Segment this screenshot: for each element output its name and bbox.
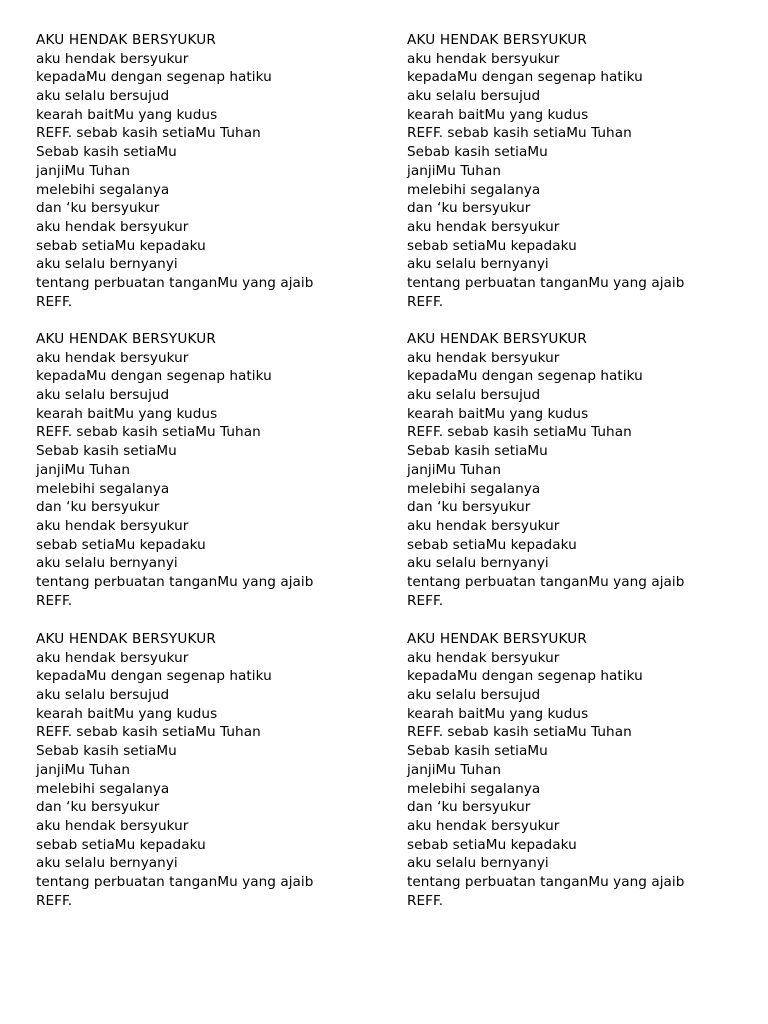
lyrics-line: sebab setiaMu kepadaku: [407, 536, 577, 553]
lyrics-line: dan ‘ku bersyukur: [36, 499, 160, 516]
lyrics-line: kepadaMu dengan segenap hatiku: [36, 368, 272, 385]
lyrics-line: aku selalu bersujud: [36, 88, 170, 105]
lyrics-line: aku hendak bersyukur: [36, 349, 189, 366]
lyrics-line: Sebab kasih setiaMu: [36, 743, 177, 760]
lyrics-line: Sebab kasih setiaMu: [407, 743, 548, 760]
lyrics-line: kearah baitMu yang kudus: [36, 705, 218, 722]
lyrics-line: dan ‘ku bersyukur: [36, 799, 160, 816]
lyrics-line: aku selalu bernyanyi: [407, 256, 549, 273]
lyrics-line: Sebab kasih setiaMu: [36, 144, 177, 161]
lyrics-line: sebab setiaMu kepadaku: [36, 836, 206, 853]
lyrics-line: janjiMu Tuhan: [36, 761, 131, 778]
lyrics-block: [36, 330, 376, 610]
lyrics-line: kearah baitMu yang kudus: [407, 705, 589, 722]
lyrics-line: kepadaMu dengan segenap hatiku: [36, 668, 272, 685]
lyrics-line: tentang perbuatan tanganMu yang ajaib: [36, 873, 314, 890]
lyrics-line: REFF.: [36, 892, 73, 909]
lyrics-line: aku hendak bersyukur: [407, 349, 560, 366]
lyrics-line: Sebab kasih setiaMu: [407, 443, 548, 460]
lyrics-line: kepadaMu dengan segenap hatiku: [407, 668, 643, 685]
lyrics-block: [407, 630, 747, 910]
lyrics-line: REFF. sebab kasih setiaMu Tuhan: [36, 424, 261, 441]
lyrics-line: tentang perbuatan tanganMu yang ajaib: [36, 274, 314, 291]
lyrics-line: aku hendak bersyukur: [407, 218, 560, 235]
lyrics-line: janjiMu Tuhan: [407, 162, 502, 179]
lyrics-line: Sebab kasih setiaMu: [36, 443, 177, 460]
lyrics-line: kepadaMu dengan segenap hatiku: [407, 69, 643, 86]
lyrics-line: janjiMu Tuhan: [407, 461, 502, 478]
lyrics-title: AKU HENDAK BERSYUKUR: [36, 32, 217, 48]
lyrics-title: AKU HENDAK BERSYUKUR: [407, 631, 588, 647]
lyrics-line: REFF. sebab kasih setiaMu Tuhan: [407, 724, 632, 741]
lyrics-line: tentang perbuatan tanganMu yang ajaib: [36, 573, 314, 590]
lyrics-line: dan ‘ku bersyukur: [407, 799, 531, 816]
lyrics-line: dan ‘ku bersyukur: [407, 200, 531, 217]
lyrics-line: melebihi segalanya: [36, 181, 170, 198]
lyrics-line: Sebab kasih setiaMu: [407, 144, 548, 161]
lyrics-line: aku hendak bersyukur: [36, 218, 189, 235]
lyrics-line: aku selalu bersujud: [36, 687, 170, 704]
lyrics-line: aku selalu bernyanyi: [36, 256, 178, 273]
lyrics-line: aku hendak bersyukur: [407, 50, 560, 67]
lyrics-line: melebihi segalanya: [407, 480, 541, 497]
lyrics-line: aku hendak bersyukur: [36, 649, 189, 666]
lyrics-title: AKU HENDAK BERSYUKUR: [407, 331, 588, 347]
lyrics-line: REFF. sebab kasih setiaMu Tuhan: [407, 424, 632, 441]
lyrics-line: aku selalu bernyanyi: [407, 855, 549, 872]
lyrics-block: [36, 630, 376, 910]
lyrics-line: REFF.: [36, 293, 73, 310]
lyrics-line: janjiMu Tuhan: [407, 761, 502, 778]
lyrics-block: [36, 31, 376, 311]
lyrics-block: [407, 31, 747, 311]
lyrics-line: aku hendak bersyukur: [407, 817, 560, 834]
lyrics-line: melebihi segalanya: [407, 181, 541, 198]
lyrics-line: REFF.: [407, 592, 444, 609]
lyrics-title: AKU HENDAK BERSYUKUR: [36, 631, 217, 647]
lyrics-line: aku selalu bersujud: [407, 387, 541, 404]
lyrics-line: aku selalu bersujud: [407, 88, 541, 105]
lyrics-block: [407, 330, 747, 610]
lyrics-line: melebihi segalanya: [36, 780, 170, 797]
lyrics-line: REFF. sebab kasih setiaMu Tuhan: [36, 724, 261, 741]
lyrics-line: REFF.: [407, 892, 444, 909]
lyrics-line: tentang perbuatan tanganMu yang ajaib: [407, 873, 685, 890]
lyrics-line: aku selalu bernyanyi: [407, 555, 549, 572]
lyrics-line: REFF.: [407, 293, 444, 310]
lyrics-line: aku hendak bersyukur: [36, 517, 189, 534]
lyrics-title: AKU HENDAK BERSYUKUR: [36, 331, 217, 347]
lyrics-line: kearah baitMu yang kudus: [407, 106, 589, 123]
lyrics-line: REFF. sebab kasih setiaMu Tuhan: [36, 125, 261, 142]
lyrics-line: tentang perbuatan tanganMu yang ajaib: [407, 573, 685, 590]
lyrics-line: sebab setiaMu kepadaku: [36, 237, 206, 254]
lyrics-line: melebihi segalanya: [407, 780, 541, 797]
lyrics-line: aku hendak bersyukur: [36, 817, 189, 834]
lyrics-title: AKU HENDAK BERSYUKUR: [407, 32, 588, 48]
lyrics-line: sebab setiaMu kepadaku: [407, 836, 577, 853]
lyrics-line: REFF. sebab kasih setiaMu Tuhan: [407, 125, 632, 142]
lyrics-line: aku selalu bersujud: [36, 387, 170, 404]
lyrics-line: aku selalu bernyanyi: [36, 555, 178, 572]
lyrics-line: aku hendak bersyukur: [407, 517, 560, 534]
lyrics-line: kearah baitMu yang kudus: [36, 106, 218, 123]
lyrics-line: sebab setiaMu kepadaku: [407, 237, 577, 254]
lyrics-line: aku hendak bersyukur: [407, 649, 560, 666]
lyrics-line: tentang perbuatan tanganMu yang ajaib: [407, 274, 685, 291]
lyrics-line: janjiMu Tuhan: [36, 461, 131, 478]
lyrics-line: REFF.: [36, 592, 73, 609]
lyrics-line: aku selalu bernyanyi: [36, 855, 178, 872]
lyrics-line: kepadaMu dengan segenap hatiku: [36, 69, 272, 86]
lyrics-line: kepadaMu dengan segenap hatiku: [407, 368, 643, 385]
lyrics-line: aku hendak bersyukur: [36, 50, 189, 67]
lyrics-line: melebihi segalanya: [36, 480, 170, 497]
lyrics-line: aku selalu bersujud: [407, 687, 541, 704]
lyrics-line: dan ‘ku bersyukur: [36, 200, 160, 217]
lyrics-line: kearah baitMu yang kudus: [36, 405, 218, 422]
lyrics-line: kearah baitMu yang kudus: [407, 405, 589, 422]
lyrics-line: dan ‘ku bersyukur: [407, 499, 531, 516]
lyrics-line: janjiMu Tuhan: [36, 162, 131, 179]
lyrics-line: sebab setiaMu kepadaku: [36, 536, 206, 553]
